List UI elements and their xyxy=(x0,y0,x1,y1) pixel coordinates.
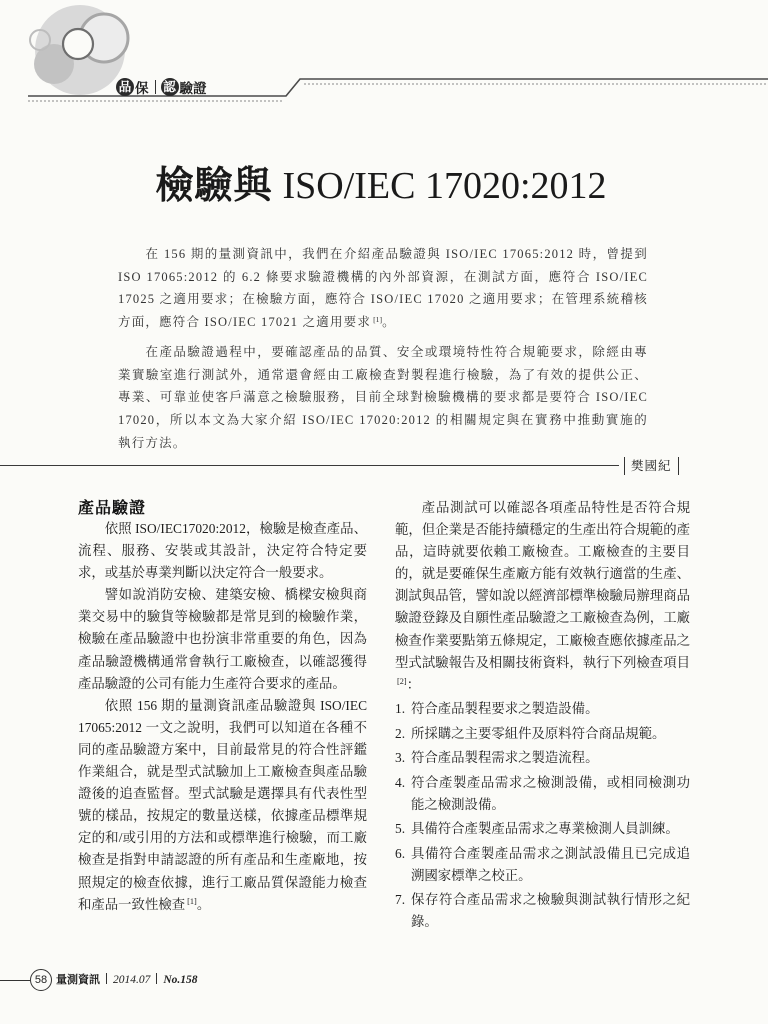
footer-publication xyxy=(56,971,198,989)
right-paragraph-1 xyxy=(395,497,690,696)
intro-paragraph-1-text: 在 156 期的量測資訊中，我們在介紹產品驗證與 ISO/IEC 17065:2012 時，曾提到 ISO 17065:2012 的 6.2 條要求驗證機構的內外部資源，在測試方面，應符合 ISO/IEC 17025 之適用要求；在檢驗方面，應符合 ISO/IEC 17020 之適用要求；在管理系統稽核方面，應符合 ISO/IEC 17021 之適用要求 xyxy=(118,247,648,330)
left-paragraph-2: 譬如說消防安檢、建築安檢、橋樑安檢與商業交易中的驗貨等檢驗都是常見到的檢驗作業，檢驗在產品驗證中也扮演非常重要的角色，因為產品驗證機構通常會執行工廠檢查，以確認獲得產品驗證的公司有能力生產符合要求的產品。 xyxy=(78,587,367,691)
article-intro xyxy=(118,243,648,454)
list-item-text: 所採購之主要零組件及原料符合商品規範。 xyxy=(411,725,666,741)
list-item-number: 3. xyxy=(395,750,406,766)
list-item-text: 符合產製產品需求之檢測設備，或相同檢測功能之檢測設備。 xyxy=(411,775,690,812)
left-column xyxy=(78,497,367,916)
list-item xyxy=(395,723,690,744)
inspection-items-list xyxy=(395,698,690,932)
right-column xyxy=(395,497,690,936)
list-item-text: 具備符合產製產品需求之測試設備且已完成追溯國家標準之校正。 xyxy=(411,846,690,883)
intro-paragraph-2: 在產品驗證過程中，要確認產品的品質、安全或環境特性符合規範要求，除經由專業實驗室進行測試外，通常還會經由工廠檢查對製程進行檢驗，為了有效的提供公正、專業、可靠並使客戶滿意之檢驗服務，目前全球對檢驗機構的要求都是要符合 ISO/IEC 17020，所以本文為大家介紹 ISO/IEC 17020:2012 的相關規定與在實務中推動實施的執行方法。 xyxy=(118,344,648,450)
author-divider xyxy=(0,465,619,466)
section-tag-text-2: 驗證 xyxy=(179,80,207,97)
section-tag-text-1: 保 xyxy=(135,80,149,97)
page-number: 58 xyxy=(30,969,52,991)
list-item xyxy=(395,698,690,719)
list-item-number: 4. xyxy=(395,775,406,791)
list-item-number: 1. xyxy=(395,700,406,716)
list-item xyxy=(395,772,690,815)
list-item xyxy=(395,843,690,886)
section-heading: 產品驗證 xyxy=(78,498,147,517)
footer-separator xyxy=(106,973,107,984)
section-tag-badge-1: 品 xyxy=(116,78,134,96)
footer-separator xyxy=(156,973,157,984)
article-title-latin: ISO/IEC 17020:2012 xyxy=(282,165,607,207)
list-item xyxy=(395,889,690,932)
intro-paragraph-1-end: 。 xyxy=(382,315,396,330)
list-item-text: 具備符合產製產品需求之專業檢測人員訓練。 xyxy=(411,821,679,837)
page-footer xyxy=(0,969,260,993)
intro-reference-1: [1] xyxy=(373,314,383,324)
deco-circle-white xyxy=(63,29,93,59)
list-item-number: 2. xyxy=(395,725,406,741)
left-paragraph-3 xyxy=(78,695,367,916)
list-item-number: 6. xyxy=(395,846,406,862)
left-reference-1: [1] xyxy=(187,897,197,907)
list-item-text: 保存符合產品需求之檢驗與測試執行情形之紀錄。 xyxy=(411,892,690,929)
left-paragraph-3-end: 。 xyxy=(196,896,211,912)
right-reference-2: [2] xyxy=(397,677,407,687)
section-tag-separator xyxy=(155,80,156,94)
intro-paragraph-1 xyxy=(118,243,648,334)
list-item-text: 符合產品製程要求之製造設備。 xyxy=(411,700,599,716)
article-title-cjk: 檢驗與 xyxy=(155,162,273,207)
list-item xyxy=(395,818,690,839)
list-item-text: 符合產品製程需求之製造流程。 xyxy=(411,750,599,766)
list-item-number: 7. xyxy=(395,892,406,908)
right-paragraph-1-text: 產品測試可以確認各項產品特性是否符合規範，但企業是否能持續穩定的生產出符合規範的產品，這時就要依賴工廠檢查。工廠檢查的主要目的，就是要確保生產廠方能有效執行適當的生產、測試與品管，譬如說以經濟部標準檢驗局辦理商品驗證登錄及自願性產品驗證之工廠檢查為例，工廠檢查作業要點第五條規定，工廠檢查應依據產品之型式試驗報告及相關技術資料，執行下列檢查項目 xyxy=(395,500,690,670)
magazine-name: 量測資訊 xyxy=(56,973,100,986)
article-title xyxy=(0,160,762,211)
issue-number: No.158 xyxy=(163,974,198,986)
footer-rule xyxy=(0,980,30,981)
list-item xyxy=(395,747,690,768)
section-tag xyxy=(116,76,207,96)
right-paragraph-1-end: ： xyxy=(406,676,421,692)
left-paragraph-3-text: 依照 156 期的量測資訊產品驗證與 ISO/IEC 17065:2012 一文之說明，我們可以知道在各種不同的產品驗證方案中，目前最常見的符合性評鑑作業組合，就是型式試驗加上工廠檢查與產品驗證後的追查監督。型式試驗是選擇具有代表性型號的樣品，按規定的數量送樣，依據產品標準規定的和/或引用的方法和或標準進行檢驗，而工廠檢查是指對申請認證的所有產品和生產廠地，按照規定的檢查依據，進行工廠品質保證能力檢查和產品一致性檢查 xyxy=(78,697,367,912)
left-paragraph-1: 依照 ISO/IEC17020:2012，檢驗是檢查產品、流程、服務、安裝或其設計，決定符合特定要求，或基於專業判斷以決定符合一般要求。 xyxy=(78,521,367,581)
list-item-number: 5. xyxy=(395,821,406,837)
author-name: 樊國紀 xyxy=(624,457,679,475)
section-tag-badge-2: 認 xyxy=(161,78,179,96)
issue-date: 2014.07 xyxy=(113,974,151,986)
